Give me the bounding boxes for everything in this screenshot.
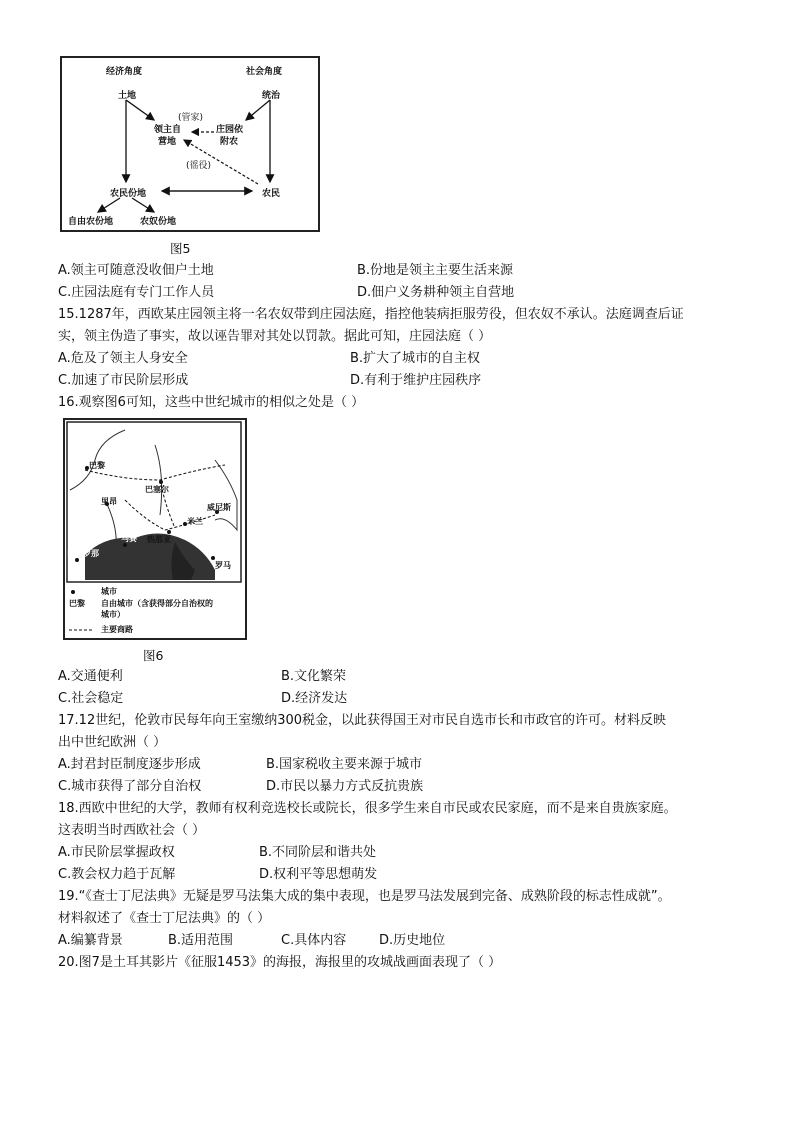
- q16-option-c: C.社会稳定: [58, 691, 124, 706]
- q19-stem-line2: 材料叙述了《查士丁尼法典》的（ ）: [58, 911, 271, 926]
- q20-stem: 20.图7是土耳其影片《征服1453》的海报，海报里的攻城战画面表现了（ ）: [58, 955, 502, 970]
- map-label-milan: 米兰: [187, 517, 203, 526]
- rule-to-serf-arrow: [246, 100, 270, 120]
- q18-option-a: A.市民阶层掌握政权: [58, 845, 175, 860]
- legend-free-city-2: 城市）: [101, 610, 125, 619]
- q16-stem: 16.观察图6可知，这些中世纪城市的相似之处是（ ）: [58, 395, 365, 410]
- q14-option-a: A.领主可随意没收佃户土地: [58, 263, 214, 278]
- land-to-demesne-arrow: [126, 100, 154, 120]
- map-label-paris: 巴黎: [89, 461, 105, 470]
- q16-option-d: D.经济发达: [281, 691, 348, 706]
- q17-option-a: A.封君封臣制度逐步形成: [58, 757, 201, 772]
- land-label: 土地: [118, 91, 137, 101]
- q19-option-b: B.适用范围: [168, 933, 234, 948]
- q15-option-d: D.有利于维护庄园秩序: [350, 373, 482, 388]
- q17-option-c: C.城市获得了部分自治权: [58, 779, 202, 794]
- lord-demesne-label-2: 营地: [158, 137, 177, 147]
- q19-stem-line1: 19.“《查士丁尼法典》无疑是罗马法集大成的集中表现，也是罗马法发展到完备、成熟阶段的标志性成就”。: [58, 889, 671, 904]
- social-label: 社会角度: [246, 67, 283, 77]
- to-free-land-arrow: [98, 198, 120, 212]
- q14-option-d: D.佃户义务耕种领主自营地: [357, 285, 515, 300]
- q16-option-b: B.文化繁荣: [281, 669, 347, 684]
- q15-option-c: C.加速了市民阶层形成: [58, 373, 189, 388]
- map-label-venice: 威尼斯: [207, 503, 231, 512]
- q15-option-a: A.危及了领主人身安全: [58, 351, 188, 366]
- q15-stem-line2: 实，领主伪造了事实，故以诬告罪对其处以罚款。据此可知，庄园法庭（ ）: [58, 329, 492, 344]
- q15-option-b: B.扩大了城市的自主权: [350, 351, 481, 366]
- map-label-genoa: 热那亚: [147, 535, 171, 544]
- peasant-label: 农民: [262, 189, 281, 199]
- q19-option-d: D.历史地位: [379, 933, 446, 948]
- q17-option-d: D.市民以暴力方式反抗贵族: [266, 779, 424, 794]
- map-label-rome: 罗马: [215, 561, 231, 570]
- legend-free-city-prefix: 巴黎: [69, 599, 85, 608]
- steward-label: (管家): [178, 113, 204, 123]
- q18-option-c: C.教会权力趋于瓦解: [58, 867, 176, 882]
- q19-option-c: C.具体内容: [281, 933, 347, 948]
- figure-5-svg: [62, 58, 318, 230]
- figure-6-map: [63, 418, 247, 640]
- q19-option-a: A.编纂背景: [58, 933, 123, 948]
- rule-label: 统治: [262, 91, 281, 101]
- q17-stem-line1: 17.12世纪，伦敦市民每年向王室缴纳300税金，以此获得国王对市民自选市长和市政官的许可。材料反映: [58, 713, 667, 728]
- figure-6-caption: 图6: [143, 648, 164, 663]
- lord-demesne-label-1: 领主自: [154, 125, 182, 135]
- map-label-basel: 巴塞尔: [145, 485, 169, 494]
- q17-stem-line2: 出中世纪欧洲（ ）: [58, 735, 167, 750]
- corvee-label: (徭役): [186, 161, 212, 171]
- free-land-label: 自由农份地: [68, 217, 114, 227]
- q18-option-b: B.不同阶层和谐共处: [259, 845, 377, 860]
- serf-label-1: 庄园依: [216, 125, 244, 135]
- q14-option-b: B.份地是领主主要生活来源: [357, 263, 514, 278]
- legend-city: 城市: [101, 587, 117, 596]
- q17-option-b: B.国家税收主要来源于城市: [266, 757, 423, 772]
- legend-free-city-1: 自由城市（含获得部分自治权的: [101, 599, 213, 608]
- serf-label-2: 附农: [220, 137, 239, 147]
- q18-option-d: D.权利平等思想萌发: [259, 867, 378, 882]
- figure-5-caption: 图5: [170, 241, 191, 256]
- legend-trade-route: 主要商路: [101, 625, 133, 634]
- econ-label: 经济角度: [106, 67, 143, 77]
- q14-option-c: C.庄园法庭有专门工作人员: [58, 285, 215, 300]
- map-label-barcelona: 巴塞罗那: [67, 549, 99, 558]
- peasant-land-label: 农民份地: [110, 189, 147, 199]
- to-serf-land-arrow: [132, 198, 154, 212]
- q15-stem-line1: 15.1287年，西欧某庄园领主将一名农奴带到庄园法庭，指控他装病拒服劳役，但农奴不承认。法庭调查后证: [58, 307, 684, 322]
- q18-stem-line1: 18.西欧中世纪的大学，教师有权利竞选校长或院长，很多学生来自市民或农民家庭，而不是来自贵族家庭。: [58, 801, 677, 816]
- map-label-marseille: 马赛: [121, 534, 137, 543]
- serf-land-label: 农奴份地: [140, 217, 177, 227]
- q18-stem-line2: 这表明当时西欧社会（ ）: [58, 823, 206, 838]
- figure-5-diagram: [60, 56, 320, 232]
- map-label-lyon: 里昂: [101, 497, 117, 506]
- q16-option-a: A.交通便利: [58, 669, 123, 684]
